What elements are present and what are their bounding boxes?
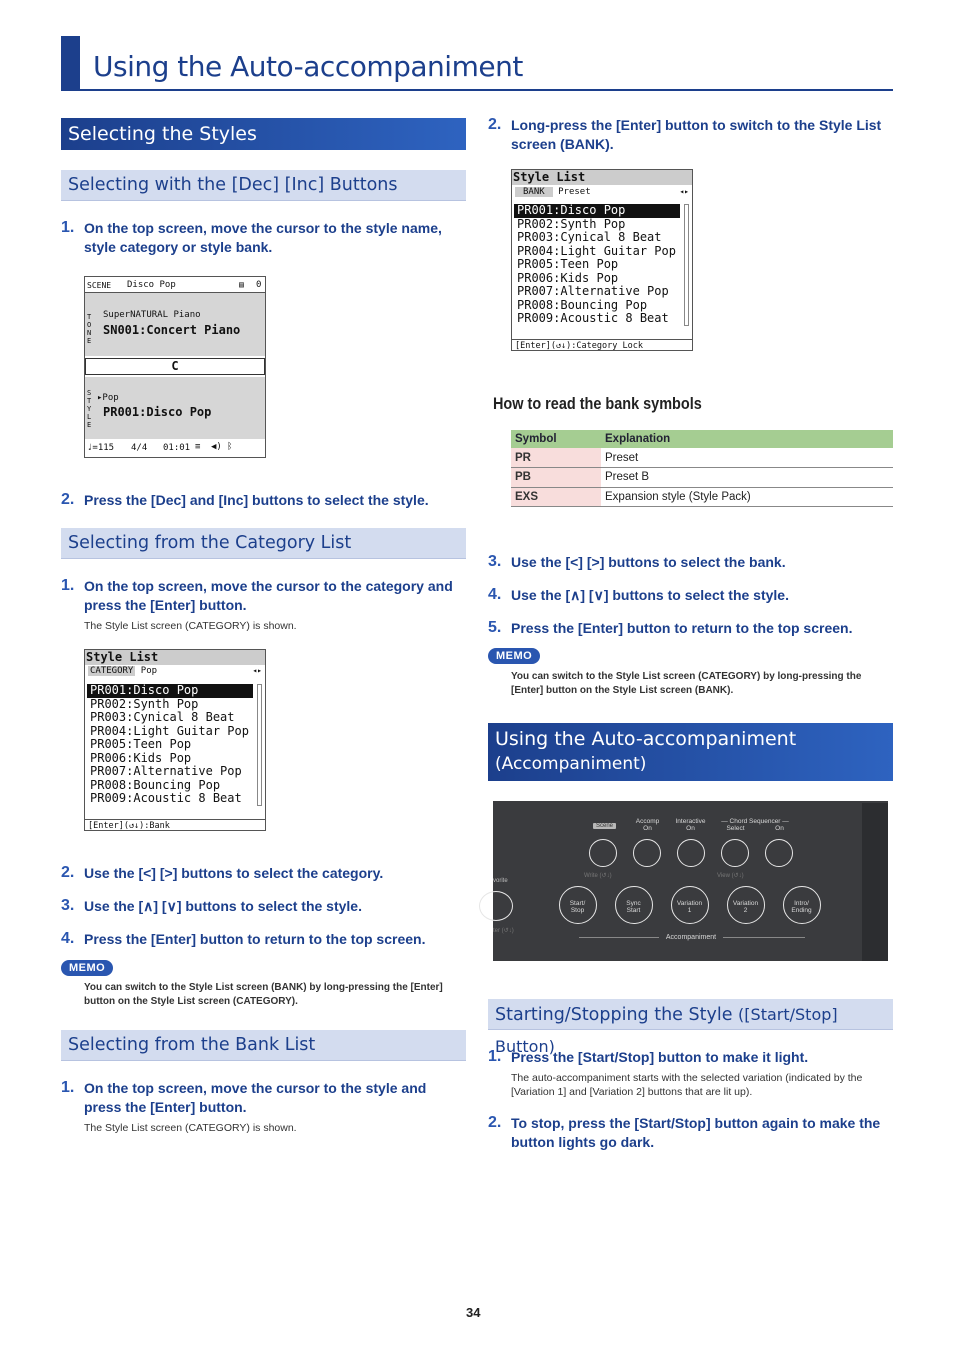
section-heading-line1: Using the Auto-accompaniment	[495, 728, 797, 750]
intro-ending-button[interactable]	[783, 886, 821, 924]
variation-1-button[interactable]	[671, 886, 709, 924]
intro-ending-label: Intro/ Ending	[791, 900, 812, 914]
section-heading-accompaniment	[488, 723, 893, 781]
style-area[interactable]	[85, 377, 265, 439]
page-number: 34	[466, 1305, 481, 1320]
write-label: Write (↺↓)	[584, 873, 612, 879]
scene-number: 0	[256, 280, 262, 290]
title-accent-bar	[61, 36, 80, 91]
start-stop-label: Start/ Stop	[569, 900, 586, 914]
left-right-arrows: ◂▸	[679, 187, 689, 196]
accompaniment-label: Accompaniment	[665, 934, 717, 941]
style-side-label: STYLE	[87, 389, 92, 429]
variation-2-label: Variation 2	[732, 900, 759, 914]
category-tag-row[interactable]	[85, 666, 265, 680]
table-row: EXS Expansion style (Style Pack)	[511, 487, 893, 507]
title-rule	[61, 89, 893, 91]
table-row: PB Preset B	[511, 468, 893, 488]
list-item[interactable]: PR007:Alternative Pop	[90, 764, 242, 778]
tone-side-label: TONE	[87, 313, 92, 345]
accomp-on-text: Accomp On	[635, 818, 660, 832]
tone-name: SN001:Concert Piano	[103, 323, 241, 337]
list-item[interactable]: PR008:Bouncing Pop	[90, 777, 221, 792]
chord-select-button[interactable]	[721, 839, 749, 867]
subheading-dec-inc: Selecting with the [Dec] [Inc] Buttons	[61, 170, 466, 201]
list-item[interactable]: PR009:Acoustic 8 Beat	[517, 311, 669, 325]
list-title: Style List	[512, 170, 692, 185]
scene-label: Scene	[593, 823, 616, 829]
style-name: PR001:Disco Pop	[103, 405, 212, 419]
bank-tag-row[interactable]	[512, 187, 692, 201]
bank-value: Preset	[558, 187, 591, 197]
list-item[interactable]: PR001:Disco Pop	[87, 684, 253, 698]
step-1-category: 1. On the top screen, move the cursor to the category and press the [Enter] button.	[61, 577, 453, 613]
section-heading-selecting-styles: Selecting the Styles	[61, 118, 466, 150]
tone-category: SuperNATURAL Piano	[103, 310, 201, 320]
subheading-bank-list: Selecting from the Bank List	[61, 1030, 466, 1061]
list-item[interactable]: PR004:Light Guitar Pop	[517, 243, 676, 258]
note-bank-shown: The Style List screen (CATEGORY) is shown.	[84, 1122, 297, 1134]
enter-label: ter (↺↓)	[493, 928, 514, 934]
list-item[interactable]: PR002:Synth Pop	[90, 696, 199, 711]
list-footer: [Enter](↺↓):Bank	[88, 821, 170, 831]
speaker-icon: ◀)	[211, 442, 222, 452]
style-list-items	[87, 684, 263, 806]
accomp-on-label	[625, 818, 670, 832]
list-item[interactable]: PR008:Bouncing Pop	[517, 297, 648, 312]
sync-start-button[interactable]	[615, 886, 653, 924]
list-item[interactable]: PR005:Teen Pop	[90, 737, 192, 751]
favorite-label: vorite	[493, 878, 508, 884]
memo-badge: MEMO	[488, 648, 540, 664]
bank-symbols-heading: How to read the bank symbols	[493, 394, 702, 413]
bank-symbol-table	[511, 430, 893, 507]
beat-readout: 4/4	[131, 443, 148, 453]
chord-on-label: On	[775, 825, 784, 832]
step-4-category: 4. Press the [Enter] button to return to the top screen.	[61, 930, 426, 947]
scene-button[interactable]	[589, 839, 617, 867]
list-item[interactable]: PR004:Light Guitar Pop	[90, 723, 249, 738]
section-heading-line2: (Accompaniment)	[495, 754, 647, 774]
step-2-bank: 2. Long-press the [Enter] button to switch to the Style List screen (BANK).	[488, 116, 882, 152]
list-scrollbar[interactable]	[257, 684, 262, 806]
step-1-start: 1. Press the [Start/Stop] button to make it light.	[488, 1048, 809, 1065]
tempo-readout: ♩=115	[87, 443, 115, 453]
list-item[interactable]: PR009:Acoustic 8 Beat	[90, 791, 242, 805]
top-screen-lcd	[84, 276, 266, 458]
page-title: Using the Auto-accompaniment	[93, 50, 523, 83]
tone-area[interactable]	[85, 293, 265, 356]
variation-1-label: Variation 1	[676, 900, 703, 914]
start-stop-button[interactable]	[559, 886, 597, 924]
category-tag: CATEGORY	[90, 666, 134, 676]
list-item[interactable]: PR006:Kids Pop	[517, 270, 619, 285]
bank-tag: BANK	[515, 187, 553, 197]
table-row: PR Preset	[511, 448, 893, 468]
interactive-on-button[interactable]	[677, 839, 705, 867]
note-category-shown: The Style List screen (CATEGORY) is shown.	[84, 620, 297, 632]
scene-label: SCENE	[87, 281, 112, 290]
step-1: 1. On the top screen, move the cursor to the style name, style category or style bank.	[61, 219, 442, 255]
interactive-on-text: Interactive On	[675, 818, 706, 832]
table-header-symbol: Symbol	[511, 430, 601, 448]
list-scrollbar[interactable]	[684, 204, 689, 326]
list-item[interactable]: PR001:Disco Pop	[514, 204, 680, 218]
list-item[interactable]: PR003:Cynical 8 Beat	[90, 710, 235, 724]
list-footer: [Enter](↺↓):Category Lock	[515, 341, 643, 351]
step-1-bank: 1. On the top screen, move the cursor to the style and press the [Enter] button.	[61, 1079, 427, 1115]
memo-text: You can switch to the Style List screen (BANK) by long-pressing the [Enter] button on the Style List screen (CATEGORY).	[84, 982, 443, 1007]
scene-name: Disco Pop	[127, 280, 176, 290]
style-category: ▸Pop	[97, 393, 119, 403]
list-title: Style List	[85, 650, 265, 665]
category-value: Pop	[140, 666, 158, 676]
left-right-arrows: ◂▸	[252, 666, 262, 675]
step-2-category: 2. Use the [<] [>] buttons to select the category.	[61, 864, 384, 881]
sync-start-label: Sync Start	[626, 900, 641, 914]
step-5-bank: 5. Press the [Enter] button to return to the top screen.	[488, 619, 853, 636]
chord-select-label: Select	[726, 825, 745, 832]
list-item[interactable]: PR002:Synth Pop	[517, 216, 626, 231]
chord-on-button[interactable]	[765, 839, 793, 867]
interactive-on-label	[668, 818, 713, 832]
list-item[interactable]: PR007:Alternative Pop	[517, 284, 669, 298]
bluetooth-icon: ᛒ	[227, 442, 233, 452]
list-item[interactable]: PR003:Cynical 8 Beat	[517, 230, 662, 244]
style-category-text: Pop	[102, 393, 119, 403]
view-label: View (↺↓)	[717, 873, 744, 879]
table-header-explanation: Explanation	[601, 430, 893, 448]
scene-icon: ▤	[239, 280, 244, 289]
start-stop-heading: Starting/Stopping the Style	[495, 1005, 733, 1025]
measure-readout: 01:01	[163, 443, 191, 453]
memo-badge: MEMO	[61, 960, 113, 976]
step-3-category: 3. Use the [∧] [∨] buttons to select the style.	[61, 897, 362, 914]
list-item[interactable]: PR005:Teen Pop	[517, 257, 619, 271]
favorite-button[interactable]	[479, 891, 513, 921]
memo-text: You can switch to the Style List screen (CATEGORY) by long-pressing the [Enter] button on the Style List screen (BANK).	[511, 671, 862, 696]
control-panel-photo	[493, 801, 888, 961]
note-start: The auto-accompaniment starts with the selected variation (indicated by the [Variation 1] and [Variation 2] buttons that are lit up).	[511, 1072, 863, 1098]
bank-field[interactable]: C	[85, 358, 265, 375]
chord-seq-label: — Chord Sequencer —	[721, 818, 789, 825]
subheading-start-stop	[488, 999, 893, 1056]
style-list-bank-lcd	[511, 169, 693, 351]
start-stop-heading-suffix: ([Start/Stop] Button)	[495, 1005, 838, 1056]
subheading-category-list: Selecting from the Category List	[61, 528, 466, 559]
style-list-items	[514, 204, 690, 326]
step-2: 2. Press the [Dec] and [Inc] buttons to select the style.	[61, 491, 429, 508]
style-list-category-lcd	[84, 649, 266, 831]
menu-icon: ≡	[195, 442, 201, 452]
variation-2-button[interactable]	[727, 886, 765, 924]
step-3-bank: 3. Use the [<] [>] buttons to select the bank.	[488, 553, 786, 570]
step-4-bank: 4. Use the [∧] [∨] buttons to select the style.	[488, 586, 789, 603]
step-2-stop: 2. To stop, press the [Start/Stop] button again to make the button lights go dark.	[488, 1114, 881, 1150]
accomp-on-button[interactable]	[633, 839, 661, 867]
list-item[interactable]: PR006:Kids Pop	[90, 750, 192, 765]
